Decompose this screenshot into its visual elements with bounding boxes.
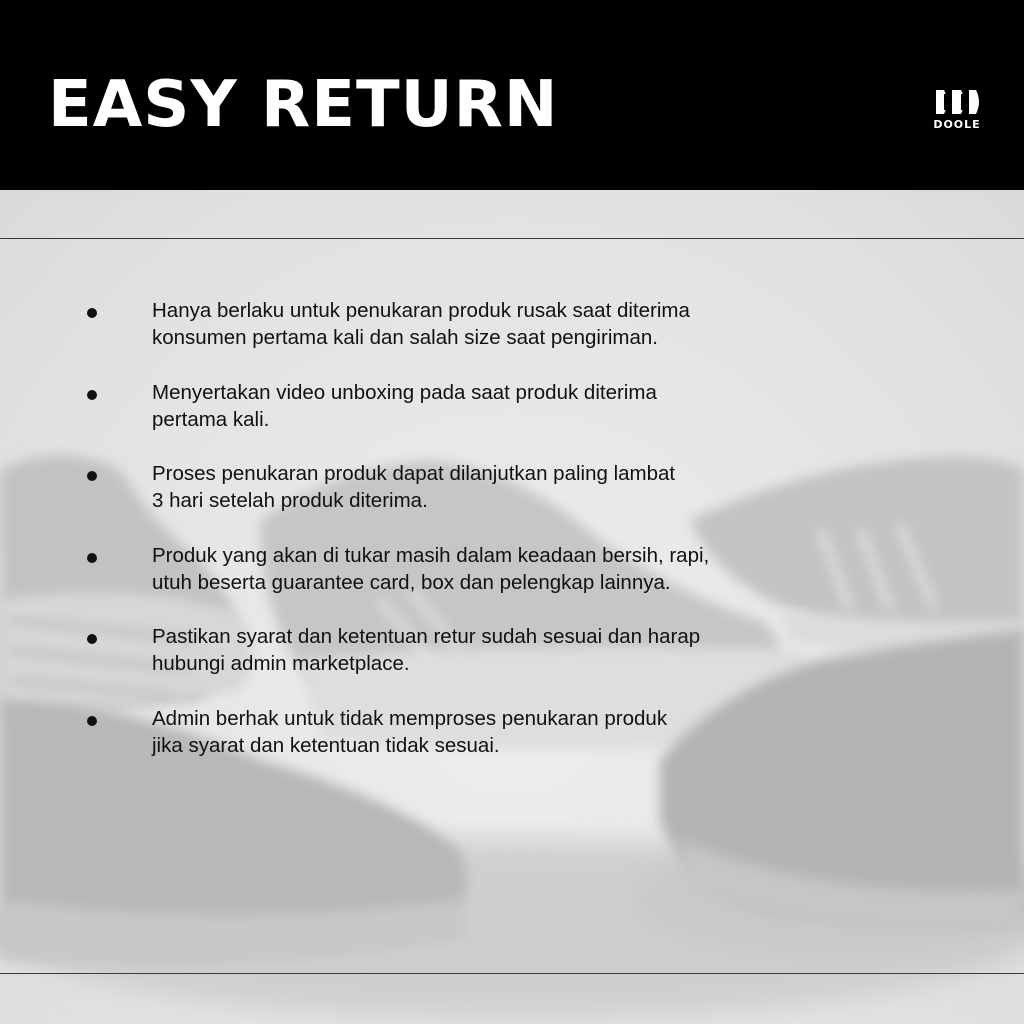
bullet-icon — [87, 634, 97, 644]
bullet-icon — [87, 553, 97, 563]
page-title: EASY RETURN — [48, 68, 559, 142]
term-text: Pastikan syarat dan ketentuan retur sudah sesuai dan harap hubungi admin marketplace. — [152, 625, 701, 675]
term-text: Proses penukaran produk dapat dilanjutkan paling lambat 3 hari setelah produk diterima. — [152, 462, 676, 512]
bullet-icon — [87, 308, 97, 318]
bullet-icon — [87, 471, 97, 481]
bullet-icon — [87, 390, 97, 400]
term-text: Admin berhak untuk tidak memproses penukaran produk jika syarat dan ketentuan tidak sesuai. — [152, 707, 668, 757]
term-text: Hanya berlaku untuk penukaran produk rusak saat diterima konsumen pertama kali dan salah size saat pengiriman. — [152, 299, 690, 349]
term-text: Menyertakan video unboxing pada saat produk diterima pertama kali. — [152, 381, 657, 431]
logo-wordmark: DOOLE — [933, 118, 981, 131]
bullet-icon — [87, 716, 97, 726]
term-text: Produk yang akan di tukar masih dalam keadaan bersih, rapi, utuh beserta guarantee card, box dan pelengkap lainnya. — [152, 544, 710, 594]
